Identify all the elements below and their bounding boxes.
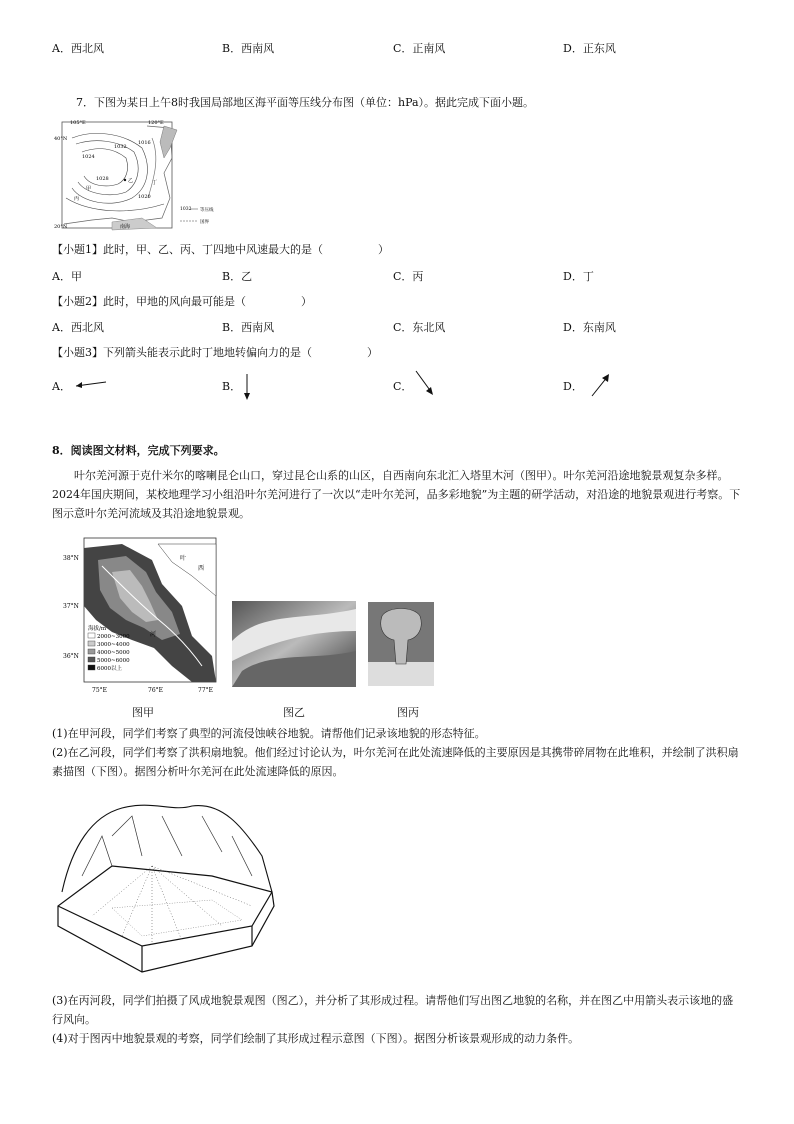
q6-option-a: A．西北风 (52, 42, 104, 55)
map-lon-76: 76°E (148, 687, 164, 694)
alluvial-fan-sketch (52, 796, 278, 974)
q7-sub1-b: B．乙 (222, 270, 253, 283)
caption-fig-jia: 图甲 (132, 706, 154, 719)
q7-sub3-d: D． (563, 380, 583, 393)
map-lat-37: 37°N (63, 603, 79, 610)
arrow-left-icon (72, 376, 108, 392)
dune-photo (232, 601, 356, 687)
arrow-down-right-icon (412, 368, 438, 398)
q8-stem: 8．阅读图文材料，完成下列要求。 (52, 444, 225, 457)
svg-text:1032: 1032 (180, 207, 192, 212)
isobar-map (52, 118, 222, 232)
map-label-jia: 甲 (86, 186, 92, 192)
q7-sub2-c: C．东北风 (393, 321, 446, 334)
map-lon-105: 105°E (70, 120, 86, 126)
yardang-photo (368, 602, 434, 686)
legend-1: 2000~3000 (97, 634, 130, 640)
q7-stem: 7．下图为某日上午8时我国局部地区海平面等压线分布图（单位：hPa）。据此完成下面小题。 (76, 96, 535, 109)
map-lat-20: 20°N (54, 224, 68, 230)
map-lat-40: 40°N (54, 136, 68, 142)
q8-sub4: (4)对于图丙中地貌景观的考察，同学们绘制了其形成过程示意图（下图）。据图分析该景观形成的动力条件。 (52, 1032, 580, 1045)
legend-3: 4000~5000 (97, 650, 130, 656)
map-label-yi: 乙 (128, 178, 134, 184)
q7-sub1-d: D．丁 (563, 270, 594, 283)
q7-sub3-a: A． (52, 380, 71, 393)
map-label-ding: 丁 (152, 180, 158, 186)
map-lon-75: 75°E (92, 687, 108, 694)
q8-sub3: (3)在丙河段，同学们拍摄了风成地貌景观图（图乙），并分析了其形成过程。请帮他们写出图乙地貌的名称，并在图乙中用箭头表示该地的盛行风向。 (52, 994, 734, 1026)
q7-sub2-b: B．西南风 (222, 321, 275, 334)
yarkant-river-map (62, 536, 228, 696)
legend-2: 3000~4000 (97, 642, 130, 648)
map-label-he: 河 (150, 631, 157, 638)
map-label-sea: 南海 (120, 224, 131, 230)
map-label-bing: 丙 (74, 196, 80, 202)
legend-5: 6000以上 (97, 666, 122, 672)
q7-sub1-c: C．丙 (393, 270, 424, 283)
caption-fig-yi: 图乙 (283, 706, 305, 719)
q7-sub3: 【小题3】下列箭头能表示此时丁地地转偏向力的是（ ） (52, 346, 378, 359)
map-lat-36: 36°N (63, 653, 79, 660)
arrow-down-icon (240, 372, 254, 402)
map-lat-38: 38°N (63, 555, 79, 562)
map-iso-1024: 1024 (82, 154, 95, 160)
q7-sub3-c: C． (393, 380, 413, 393)
map-lon-120: 120°E (148, 120, 164, 126)
arrow-up-right-icon (588, 372, 614, 400)
legend-4: 5000~6000 (97, 658, 130, 664)
q7-sub2-a: A．西北风 (52, 321, 104, 334)
q7-sub2: 【小题2】此时，甲地的风向最可能是（ ） (52, 295, 312, 308)
caption-fig-bing: 图丙 (397, 706, 419, 719)
q8-sub2: (2)在乙河段，同学们考察了洪积扇地貌。他们经过讨论认为，叶尔羌河在此处流速降低的主要原因是其携带碎屑物在此堆积，并绘制了洪积扇素描图（下图）。据图分析叶尔羌河在此处流速降低的原因。 (52, 746, 739, 778)
map-legend-title: 海拔/m (88, 626, 107, 632)
q6-option-d: D．正东风 (563, 42, 616, 55)
q7-sub1-a: A．甲 (52, 270, 82, 283)
q7-sub2-d: D．东南风 (563, 321, 616, 334)
q6-option-b: B．西南风 (222, 42, 275, 55)
q7-sub3-b: B． (222, 380, 242, 393)
map-lon-77: 77°E (198, 687, 214, 694)
q8-sub1: (1)在甲河段，同学们考察了典型的河流侵蚀峡谷地貌。请帮他们记录该地貌的形态特征。 (52, 727, 486, 740)
map-label-ye: 叶 (180, 555, 187, 562)
legend-border: 国界 (200, 220, 209, 225)
map-iso-1028: 1028 (96, 176, 109, 182)
q8-paragraph: 叶尔羌河源于克什米尔的喀喇昆仑山口，穿过昆仑山系的山区，自西南向东北汇入塔里木河（图甲）。叶尔羌河沿途地貌景观复杂多样。2024年国庆期间，某校地理学习小组沿叶尔羌河进行了一次以“走叶尔羌河，品多彩地貌”为主题的研学活动，对沿途的地貌景观进行考察。下图示意叶尔羌河流域及其沿途地貌景观。 (52, 469, 741, 520)
map-iso-1020: 1020 (138, 194, 151, 200)
map-iso-1032: 1032 (114, 144, 127, 150)
legend-isobar: 等压线 (200, 208, 214, 213)
q6-option-c: C．正南风 (393, 42, 446, 55)
map-label-xi: 西 (198, 565, 205, 572)
map-iso-1016: 1016 (138, 140, 151, 146)
q7-sub1: 【小题1】此时，甲、乙、丙、丁四地中风速最大的是（ ） (52, 243, 389, 256)
